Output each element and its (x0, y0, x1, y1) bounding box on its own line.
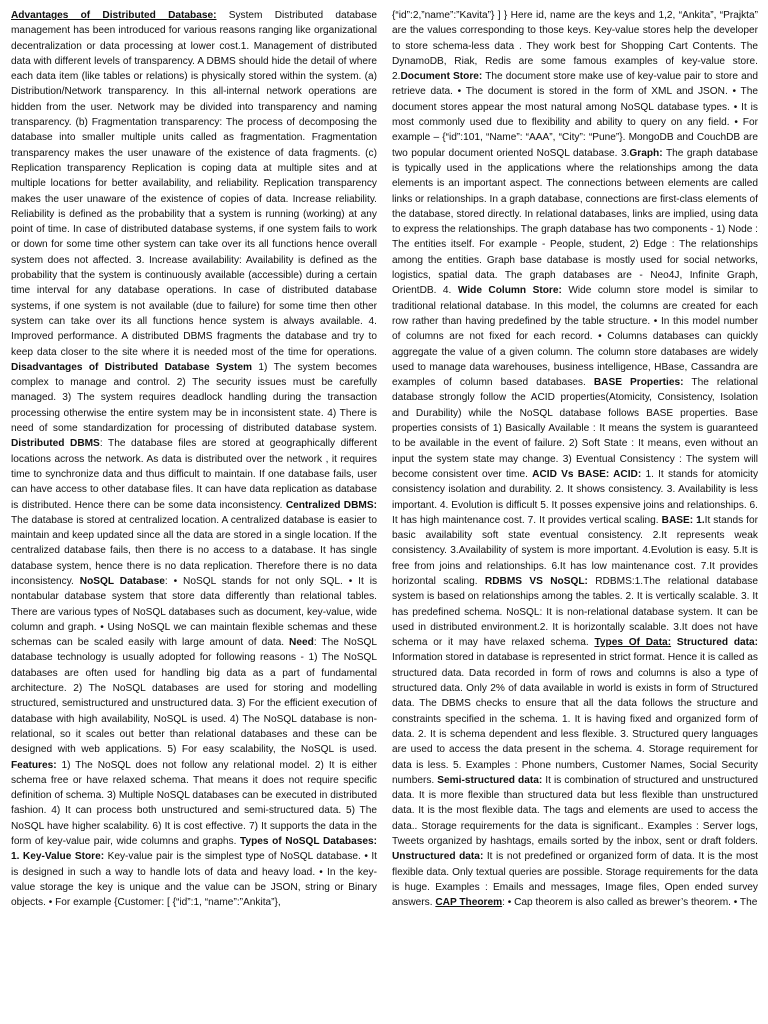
heading-run: Structured data: (676, 637, 759, 649)
text-run: The relational database strongly follow the ACID properties(Atomicity, Consistency, Isolation and Durability) while the NoSQL database follows BASE properties. Base properties consists of 1) Basically Available : It means the system is guaranteed to be available in the event of failure. 2) Soft State : It means, even without an input the system state may change. 3) Eventual Consistency : The system will become consistent over time. (392, 377, 758, 480)
heading-run: Wide Column Store: (457, 285, 562, 297)
text-run: 1) The system becomes complex to manage and control. 2) The security issues must be carefully managed. 3) The system requires deadlock handling during the transaction processing otherwise the entire system may be in inconsistent state. 4) There is need of some standardization for processing of distributed database system. (11, 361, 377, 435)
text-run: Information stored in database is represented in strict format. Hence it is called as structured data. Data recorded in form of rows and columns is also a type of structured data. Only 2% of data available in world is exists in form of Structured data. The DBMS checks to ensure that all the data follows the structure and constraints specified in the schema. 1. It is having fixed and organized form of data. 2. It is schema dependent and less flexible. 3. Structured query languages are used to access the data present in the schema. 4. Storage requirement for data is less. 5. Examples : Phone numbers, Customer Names, Social Security numbers. (392, 652, 758, 786)
heading-run: Unstructured data: (392, 851, 484, 863)
heading-run: ACID Vs BASE: ACID: (532, 468, 642, 480)
heading-run: BASE: 1. (661, 514, 705, 526)
heading-run: CAP Theorem (435, 897, 503, 909)
text-run: System Distributed database management has been introduced for various reasons ranging like organizational decentralization or data processing at lower cost.1. Management of distributed data with different levels of transparency. A DBMS should hide the detail of where each data item (like tables or relations) is physically stored within the system. (a) Distribution/Network transparency. In this all-internal network operations are hidden from the user. Network may be divided into transparency and naming transparency. (b) Fragmentation transparency: The process of decomposing the database into smaller multiple units called as fragmentation. Fragmentation transparency makes the user unaware of the existence of data fragments. (c) Replication transparency Replication is coping data at multiple sites and at multiple locations for better availability, and reliability. Replication transparency makes the user unaware of the existence of copies of data. Increase reliability. Reliability is defined as the probability that a system is running (working) at any point of time. In case of distributed database systems, if one system fails to work or down for some time other system can take over its all functions hence overall system does not affected. 3. Increase availability: Availability is defined as the probability that the system is continuously available (accessible) during a certain time interval for any database operations. In case of distributed database systems, if one system is not available (due to failure) for some time then other system can take over its all functions hence system is always available. 4. Improved performance. A distributed DBMS fragments the database and try to keep data closer to the site where it is needed most of the time for operations. (11, 10, 377, 358)
right-text-column (392, 8, 758, 911)
heading-run: Need (289, 637, 314, 649)
heading-run: Centralized DBMS: (285, 499, 377, 511)
text-run: It stands for basic availability soft state eventual consistency. 2.It represents weak consistency. 3.Availability of system is more important. 4.Evolution is easy. 5.It is free from joins and relationships. 6.It has low maintenance cost. 7.It provides horizontal scaling. (392, 514, 759, 587)
heading-run: BASE Properties: (593, 377, 684, 389)
heading-run: Features: (11, 759, 57, 771)
heading-run: Distributed DBMS (11, 438, 100, 450)
text-run: Wide column store model is similar to traditional relational database. In this model, the columns are created for each row rather than having predefined by the table structure. • In this model number of columns are not fixed for each record. • Columns databases can quickly aggregate the value of a given column. The column store databases are widely used to manage data warehouses, business intelligence, HBase, Cassandra are examples of column based databases. (392, 285, 758, 389)
text-run: 1. It stands for atomicity consistency isolation and durability. 2. It shows consistency. 3. Availability is less important. 4. Evolution is difficult 5. It posses expensive joins and relationships. 6. It has high maintenance cost. 7. It provides vertical scaling. (392, 468, 759, 526)
text-run: The document store make use of key-value pair to store and retrieve data. • The document is stored in the form of XML and JSON. • The document stores appear the most natural among NoSQL database types. • It is most commonly used due to flexibility and ability to query on any field. • For example – {“id”:101, “Name”: “AAA”, “City”: “Pune”}. MongoDB and CouchDB are two popular document oriented NoSQL database. 3. (392, 71, 758, 159)
text-run: {“id”:2,”name”:”Kavita”} ] } Here id, name are the keys and 1,2, “Ankita”, “Prajkta” are the values corresponding to those keys. Key-value stores help the developer to store schema-less data . They work best for Shopping Cart Contents. The DynamoDB, Riak, Redis are some famous examples of key-value store. 2. (392, 10, 758, 83)
text-run: : • Cap theorem is also called as brewer’s theorem. • The (502, 897, 758, 909)
heading-run: Types of NoSQL Databases: 1. Key-Value Store: (11, 836, 378, 863)
heading-run: Semi-structured data: (437, 774, 543, 786)
heading-run: Document Store: (400, 71, 483, 83)
right-paragraph (392, 8, 758, 911)
text-run: RDBMS:1.The relational database system is based on relationships among the tables. 2. It is vertically scalable. 3. It has predefined schema. NoSQL: It is non-relational database system. It can be used in distributed environment.2. It is horizontally scalable. 3.It does not have schema or it may have relaxed schema. (392, 575, 758, 649)
heading-run: NoSQL Database (79, 575, 165, 587)
text-run: : The NoSQL database technology is usually adopted for following reasons - 1) The NoSQL databases are often used for handling big data as a part of fundamental architecture. 2) The NoSQL databases are used for storing and modelling structured, semistructured and unstructured data. 3) For the efficient execution of database with high availability, NoSQL is used. 4) The NoSQL database is non-relational, so it scales out better than relational databases and these can be designed with web applications. 5) For easy scalability, the NoSQL is used. (11, 637, 377, 756)
text-run: It is not predefined or organized form of data. It is the most flexible data. Only textual queries are possible. Storage requirements for the data is huge. Examples : Emails and messages, Image files, Open ended survey answers. (392, 851, 758, 909)
text-run: : The database files are stored at geographically different locations across the network. As data is distributed over the network , it requires time to synchronize data and thus difficult to maintain. If one database fails, user can have access to other database files. It can have data replication as database is distributed. Hence there can be some data inconsistency. (11, 438, 378, 511)
text-run: It is combination of structured and unstructured data. It is more flexible than structured data but less flexible than unstructured data. It is the most flexible data. The tags and elements are used to access the data.. Storage requirements for the data is significant.. Examples : Server logs, Tweets organized by hashtags, emails sorted by the inbox, sent or draft folders. (392, 774, 758, 848)
text-run: The graph database is typically used in the applications where the relationships among the data elements is an important aspect. The connections between elements are called links or relationships. In a graph database, connections are first-class elements of the database, stored directly. In relational databases, links are implied, using data to express the relationships. The graph database has two components - 1) Node : The entities itself. For example - People, student, 2) Edge : The relationships among the entities. Graph base database is mostly used for social networks, logistics, spatial data. The graph databases are - Neo4J, Infinite Graph, OrientDB. 4. (392, 147, 758, 297)
text-run: : • NoSQL stands for not only SQL. • It is nontabular database system that store data differently than relational tables. There are various types of NoSQL databases such as document, key-value, wide column and graph. • Using NoSQL we can maintain flexible schemas and these schemas can be scaled easily with large amount of data. (11, 575, 378, 649)
left-text-column (11, 8, 377, 911)
left-paragraph (11, 8, 377, 911)
text-run: Key-value pair is the simplest type of NoSQL database. • It is designed in such a way to handle lots of data and heavy load. • In the key-value storage the key is unique and the value can be JSON, string or Binary objects. • For example {Customer: [ {“id”:1, “name”:”Ankita”}, (11, 851, 377, 909)
heading-run: RDBMS VS NoSQL: (484, 575, 588, 587)
heading-run: Graph: (629, 147, 663, 159)
heading-run: Disadvantages of Distributed Database System (11, 361, 253, 373)
heading-run: Advantages of Distributed Database: (11, 10, 217, 21)
heading-run: Types Of Data: (594, 637, 672, 649)
text-run: 1) The NoSQL does not follow any relational model. 2) It is either schema free or have relaxed schema. That means it does not require specific definition of schema. 3) Multiple NoSQL databases can be executed in distributed fashion. 4) It can process both unstructured and semi-structured data. 5) The NoSQL have higher scalability. 6) It is cost effective. 7) It supports the data in the form of key-value pair, wide columns and graphs. (11, 759, 377, 848)
text-run: The database is stored at centralized location. A centralized database is easier to maintain and keep updated since all the data are stored in a single location. If the centralized database fails, then there is no access to a database. It has single database system, hence there is no data replication. Therefore there is no data inconsistency. (11, 514, 377, 587)
